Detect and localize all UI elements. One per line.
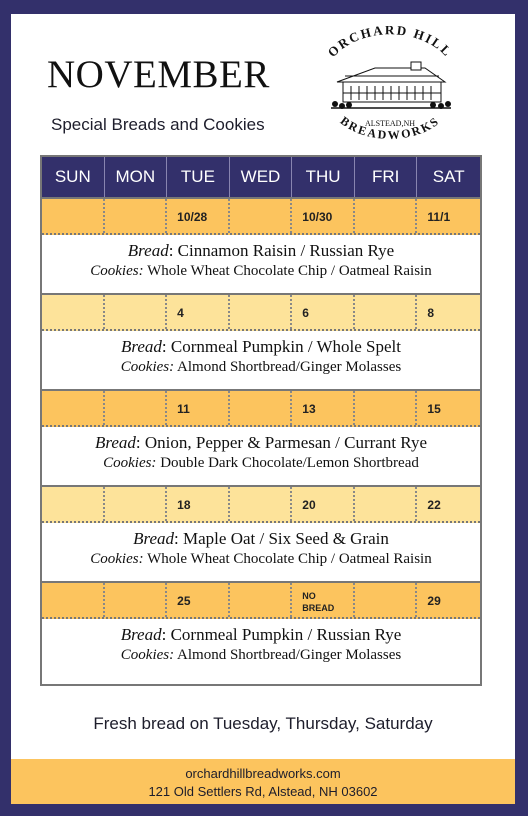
date-cell: 10/30 <box>292 199 355 233</box>
cookie-items: Almond Shortbread/Ginger Molasses <box>174 359 402 375</box>
date-cell: 10/28 <box>167 199 230 233</box>
date-cell: 15 <box>427 402 441 416</box>
weekly-menu <box>42 331 480 389</box>
cookie-items: Almond Shortbread/Ginger Molasses <box>174 647 402 663</box>
bread-line <box>42 241 480 261</box>
day-header: THU <box>292 157 355 197</box>
date-cell <box>105 487 168 521</box>
day-header: WED <box>230 157 293 197</box>
cookies-line <box>42 357 480 377</box>
flyer <box>11 14 515 804</box>
day-header: MON <box>105 157 168 197</box>
cookies-label: Cookies: <box>120 359 175 375</box>
calendar-header <box>42 157 480 197</box>
date-cell <box>355 199 418 233</box>
date-row <box>42 389 480 427</box>
footer <box>11 759 515 804</box>
date-cell <box>230 199 293 233</box>
date-cell <box>42 295 105 329</box>
date-cell <box>230 391 293 425</box>
website-link[interactable]: orchardhillbreadworks.com <box>185 766 341 781</box>
cookie-items: Whole Wheat Chocolate Chip / Oatmeal Raisin <box>143 551 432 567</box>
date-cell: 18 <box>167 487 230 521</box>
date-cell: 8 <box>427 306 435 320</box>
date-cell: 22 <box>427 498 441 512</box>
date-cell: 13 <box>292 391 355 425</box>
bread-items: : Onion, Pepper & Parmesan / Currant Rye <box>135 433 428 452</box>
bread-line <box>42 433 480 453</box>
date-cell <box>355 487 418 521</box>
bakery-logo <box>315 26 465 152</box>
bread-label: Bread <box>94 433 136 452</box>
cookies-line <box>42 453 480 473</box>
bread-items: : Cornmeal Pumpkin / Whole Spelt <box>161 337 401 356</box>
page-title: NOVEMBER <box>47 53 270 96</box>
date-cell <box>42 487 105 521</box>
weekly-menu <box>42 619 480 677</box>
date-cell <box>355 295 418 329</box>
bread-items: : Cornmeal Pumpkin / Russian Rye <box>161 625 402 644</box>
date-cell: 20 <box>292 487 355 521</box>
day-header: TUE <box>167 157 230 197</box>
date-row <box>42 581 480 619</box>
bread-label: Bread <box>120 625 162 644</box>
date-cell <box>105 583 168 617</box>
date-cell <box>105 295 168 329</box>
cookies-line <box>42 645 480 665</box>
date-cell <box>42 391 105 425</box>
bread-label: Bread <box>133 529 175 548</box>
day-header: SAT <box>432 167 465 186</box>
bread-items: : Maple Oat / Six Seed & Grain <box>174 529 389 548</box>
day-header: FRI <box>355 157 418 197</box>
date-cell <box>355 583 418 617</box>
date-cell <box>230 487 293 521</box>
date-cell <box>355 391 418 425</box>
date-cell: 6 <box>292 295 355 329</box>
weekly-menu <box>42 235 480 293</box>
date-row <box>42 197 480 235</box>
cookies-label: Cookies: <box>120 647 175 663</box>
svg-text:ALSTEAD,NH: ALSTEAD,NH <box>365 119 415 128</box>
date-row <box>42 293 480 331</box>
day-header: SUN <box>42 157 105 197</box>
cookie-items: Double Dark Chocolate/Lemon Shortbread <box>156 455 419 471</box>
cookies-label: Cookies: <box>103 455 157 471</box>
no-bread-cell: NO BREAD <box>292 583 355 617</box>
bread-label: Bread <box>120 337 162 356</box>
bread-items: : Cinnamon Raisin / Russian Rye <box>168 241 395 260</box>
svg-text:BREADWORKS: BREADWORKS <box>337 113 443 143</box>
date-row <box>42 485 480 523</box>
date-cell: 4 <box>167 295 230 329</box>
bread-line <box>42 529 480 549</box>
date-cell <box>105 391 168 425</box>
cookies-label: Cookies: <box>90 263 144 279</box>
cookies-line <box>42 549 480 569</box>
address: 121 Old Settlers Rd, Alstead, NH 03602 <box>148 784 378 799</box>
date-cell: 11 <box>167 391 230 425</box>
weekly-menu <box>42 427 480 485</box>
cookies-line <box>42 261 480 281</box>
date-cell <box>42 199 105 233</box>
date-cell: 11/1 <box>427 210 451 224</box>
calendar-table <box>40 155 482 686</box>
cookie-items: Whole Wheat Chocolate Chip / Oatmeal Raisin <box>143 263 432 279</box>
date-cell <box>105 199 168 233</box>
bread-line <box>42 625 480 645</box>
date-cell <box>230 583 293 617</box>
date-cell: 29 <box>427 594 441 608</box>
date-cell: 25 <box>167 583 230 617</box>
date-cell <box>230 295 293 329</box>
date-cell <box>42 583 105 617</box>
svg-text:ORCHARD HILL: ORCHARD HILL <box>324 26 456 60</box>
page-subtitle: Special Breads and Cookies <box>51 115 265 134</box>
weekly-menu <box>42 523 480 581</box>
bread-label: Bread <box>127 241 169 260</box>
bread-line <box>42 337 480 357</box>
cookies-label: Cookies: <box>90 551 144 567</box>
fresh-bread-note: Fresh bread on Tuesday, Thursday, Saturday <box>93 714 433 733</box>
